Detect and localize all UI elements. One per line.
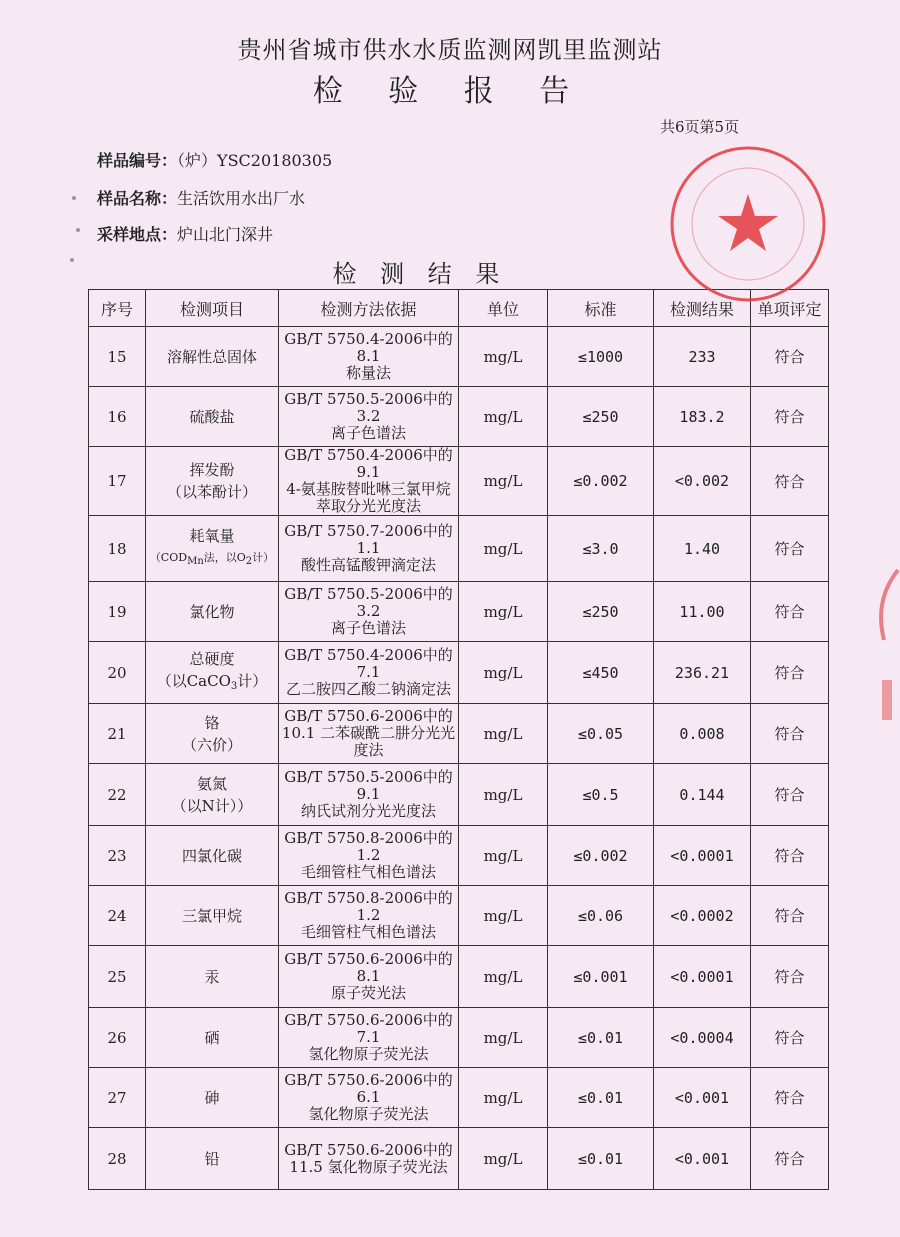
cell-result: 233: [654, 327, 751, 387]
cell-item: [146, 1008, 279, 1068]
cell-item: [146, 642, 279, 704]
item-name: 耗氧量: [189, 526, 235, 545]
cell-evaluation: 符合: [751, 327, 829, 387]
method-line: GB/T 5750.5-2006中的9.1: [284, 768, 453, 803]
header-evaluation: 单项评定: [751, 290, 829, 327]
cell-evaluation: 符合: [751, 582, 829, 642]
sample-location-label: 采样地点：: [97, 225, 178, 244]
sample-name-label: 样品名称：: [97, 189, 178, 208]
cell-standard: ≤0.05: [548, 704, 654, 764]
cell-no: 24: [89, 886, 146, 946]
cell-method: [279, 946, 459, 1008]
table-row: [89, 642, 829, 704]
page-info: 共6页第5页: [660, 118, 740, 136]
item-note: （以苯酚计）: [166, 483, 257, 501]
cell-method: [279, 642, 459, 704]
cell-evaluation: 符合: [751, 516, 829, 582]
method-line: GB/T 5750.4-2006中的8.1: [284, 330, 453, 365]
cell-result: <0.0002: [654, 886, 751, 946]
cell-result: 0.008: [654, 704, 751, 764]
cell-result: <0.001: [654, 1068, 751, 1128]
cell-standard: ≤0.01: [548, 1008, 654, 1068]
cell-item: [146, 516, 279, 582]
cell-item: [146, 886, 279, 946]
cell-method: [279, 704, 459, 764]
cell-result: <0.001: [654, 1128, 751, 1190]
cell-standard: ≤0.06: [548, 886, 654, 946]
method-line: 原子荧光法: [330, 984, 406, 1002]
method-line: 毛细管柱气相色谱法: [300, 923, 436, 941]
item-note: （以N计））: [171, 796, 253, 815]
cell-method: [279, 387, 459, 447]
cell-item: [146, 387, 279, 447]
sample-location-value: 炉山北门深井: [177, 225, 274, 244]
cell-evaluation: 符合: [751, 387, 829, 447]
cell-result: 183.2: [654, 387, 751, 447]
cell-standard: ≤3.0: [548, 516, 654, 582]
item-name: 三氯甲烷: [181, 906, 242, 925]
cell-evaluation: 符合: [751, 704, 829, 764]
cell-standard: ≤1000: [548, 327, 654, 387]
sample-name: [97, 186, 305, 209]
cell-no: 16: [89, 387, 146, 447]
cell-unit: mg/L: [459, 764, 548, 826]
method-line: GB/T 5750.6-2006中的: [284, 707, 453, 725]
item-name: 铬: [204, 713, 220, 732]
cell-evaluation: 符合: [751, 447, 829, 516]
partial-seal-edge-icon: [860, 560, 900, 760]
cell-evaluation: 符合: [751, 642, 829, 704]
method-line: GB/T 5750.5-2006中的3.2: [284, 585, 453, 620]
cell-no: 17: [89, 447, 146, 516]
cell-unit: mg/L: [459, 1008, 548, 1068]
cell-evaluation: 符合: [751, 1128, 829, 1190]
cell-no: 18: [89, 516, 146, 582]
cell-method: [279, 886, 459, 946]
header-standard: 标准: [548, 290, 654, 327]
cell-evaluation: 符合: [751, 1008, 829, 1068]
method-line: GB/T 5750.6-2006中的: [284, 1140, 453, 1159]
cell-item: [146, 764, 279, 826]
item-name: 氯化物: [189, 602, 235, 621]
method-line: 氢化物原子荧光法: [308, 1105, 429, 1123]
item-name: 溶解性总固体: [166, 347, 257, 366]
punch-hole-marks-icon: [66, 190, 86, 270]
cell-standard: ≤0.001: [548, 946, 654, 1008]
item-name: 硫酸盐: [189, 407, 235, 426]
cell-unit: mg/L: [459, 516, 548, 582]
method-line: GB/T 5750.7-2006中的1.1: [284, 522, 453, 557]
cell-evaluation: 符合: [751, 764, 829, 826]
cell-method: [279, 1068, 459, 1128]
cell-evaluation: 符合: [751, 1068, 829, 1128]
item-note: （以CaCO$_3$计）: [156, 671, 268, 692]
cell-standard: ≤0.01: [548, 1068, 654, 1128]
cell-method: [279, 516, 459, 582]
table-row: [89, 327, 829, 387]
cell-no: 22: [89, 764, 146, 826]
method-line: GB/T 5750.8-2006中的1.2: [284, 829, 453, 864]
cell-standard: ≤250: [548, 387, 654, 447]
cell-result: 0.144: [654, 764, 751, 826]
results-title: 检 测 结 果: [332, 260, 508, 288]
cell-evaluation: 符合: [751, 826, 829, 886]
cell-item: [146, 582, 279, 642]
cell-result: <0.0001: [654, 946, 751, 1008]
method-line: 酸性高锰酸钾滴定法: [300, 556, 436, 574]
table-row: [89, 946, 829, 1008]
sample-number-value: （炉）YSC20180305: [177, 151, 333, 170]
cell-unit: mg/L: [459, 582, 548, 642]
cell-method: [279, 327, 459, 387]
method-line: 萃取分光光度法: [315, 497, 421, 515]
cell-result: 11.00: [654, 582, 751, 642]
item-name: 砷: [204, 1088, 220, 1107]
cell-unit: mg/L: [459, 447, 548, 516]
table-row: [89, 582, 829, 642]
organization-title: 贵州省城市供水水质监测网凯里监测站: [237, 36, 663, 64]
cell-result: 1.40: [654, 516, 751, 582]
table-row: [89, 1068, 829, 1128]
table-row: [89, 886, 829, 946]
cell-unit: mg/L: [459, 327, 548, 387]
cell-unit: mg/L: [459, 1068, 548, 1128]
cell-unit: mg/L: [459, 704, 548, 764]
cell-method: [279, 826, 459, 886]
official-seal-icon: [668, 144, 828, 304]
cell-item: [146, 826, 279, 886]
cell-unit: mg/L: [459, 387, 548, 447]
method-line: GB/T 5750.5-2006中的3.2: [284, 390, 453, 425]
method-line: GB/T 5750.6-2006中的6.1: [284, 1071, 453, 1106]
cell-item: [146, 946, 279, 1008]
method-line: GB/T 5750.6-2006中的8.1: [284, 950, 453, 985]
cell-item: [146, 327, 279, 387]
cell-no: 26: [89, 1008, 146, 1068]
header-no: 序号: [89, 290, 146, 327]
cell-no: 19: [89, 582, 146, 642]
cell-item: [146, 447, 279, 516]
table-row: [89, 387, 829, 447]
cell-method: [279, 1128, 459, 1190]
cell-evaluation: 符合: [751, 886, 829, 946]
cell-item: [146, 1128, 279, 1190]
cell-method: [279, 447, 459, 516]
method-line: 称量法: [345, 364, 391, 382]
cell-evaluation: 符合: [751, 946, 829, 1008]
results-table: [88, 289, 829, 1190]
table-row: [89, 447, 829, 516]
method-line: 10.1 二苯碳酰二肼分光光: [281, 724, 456, 742]
cell-standard: ≤0.002: [548, 826, 654, 886]
cell-item: [146, 1068, 279, 1128]
method-line: GB/T 5750.4-2006中的7.1: [284, 646, 453, 681]
method-line: 4-氨基胺替吡啉三氯甲烷: [286, 480, 451, 498]
table-row: [89, 516, 829, 582]
item-name: 挥发酚: [189, 461, 235, 479]
cell-unit: mg/L: [459, 886, 548, 946]
method-line: 度法: [353, 741, 384, 759]
cell-standard: ≤0.002: [548, 447, 654, 516]
cell-standard: ≤250: [548, 582, 654, 642]
method-line: 11.5 氢化物原子荧光法: [289, 1157, 448, 1176]
cell-unit: mg/L: [459, 946, 548, 1008]
cell-method: [279, 582, 459, 642]
cell-method: [279, 764, 459, 826]
item-name: 氨氮: [196, 774, 227, 793]
cell-no: 15: [89, 327, 146, 387]
cell-no: 25: [89, 946, 146, 1008]
report-title: 检 验 报 告: [312, 74, 588, 109]
sample-name-value: 生活饮用水出厂水: [177, 189, 306, 208]
method-line: 离子色谱法: [330, 424, 406, 442]
method-line: 氢化物原子荧光法: [308, 1045, 429, 1063]
header-method: 检测方法依据: [279, 290, 459, 327]
method-line: 纳氏试剂分光光度法: [300, 802, 436, 820]
cell-standard: ≤450: [548, 642, 654, 704]
item-note: （CODMn法，以O2计）: [149, 550, 275, 567]
item-name: 四氯化碳: [181, 846, 242, 865]
method-line: GB/T 5750.8-2006中的1.2: [284, 889, 453, 924]
cell-method: [279, 1008, 459, 1068]
cell-item: [146, 704, 279, 764]
method-line: GB/T 5750.4-2006中的9.1: [284, 446, 453, 481]
cell-no: 20: [89, 642, 146, 704]
cell-result: <0.002: [654, 447, 751, 516]
method-line: 离子色谱法: [330, 619, 406, 637]
table-row: [89, 826, 829, 886]
cell-no: 21: [89, 704, 146, 764]
cell-no: 27: [89, 1068, 146, 1128]
cell-result: 236.21: [654, 642, 751, 704]
cell-result: <0.0001: [654, 826, 751, 886]
table-row: [89, 764, 829, 826]
table-row: [89, 1008, 829, 1068]
cell-unit: mg/L: [459, 826, 548, 886]
method-line: 乙二胺四乙酸二钠滴定法: [285, 680, 451, 698]
method-line: GB/T 5750.6-2006中的7.1: [284, 1011, 453, 1046]
cell-no: 23: [89, 826, 146, 886]
sample-location: [97, 222, 273, 245]
cell-standard: ≤0.5: [548, 764, 654, 826]
cell-no: 28: [89, 1128, 146, 1190]
cell-result: <0.0004: [654, 1008, 751, 1068]
header-item: 检测项目: [146, 290, 279, 327]
item-name: 铅: [204, 1149, 220, 1168]
item-name: 硒: [204, 1028, 220, 1047]
header-unit: 单位: [459, 290, 548, 327]
method-line: 毛细管柱气相色谱法: [300, 863, 436, 881]
cell-unit: mg/L: [459, 642, 548, 704]
sample-number: [97, 148, 332, 171]
cell-standard: ≤0.01: [548, 1128, 654, 1190]
item-name: 汞: [204, 967, 220, 986]
item-note: （六价）: [181, 735, 242, 754]
item-name: 总硬度: [189, 649, 235, 668]
table-row: [89, 704, 829, 764]
header-result: 检测结果: [654, 290, 751, 327]
table-row: [89, 1128, 829, 1190]
cell-unit: mg/L: [459, 1128, 548, 1190]
sample-number-label: 样品编号：: [97, 151, 178, 170]
